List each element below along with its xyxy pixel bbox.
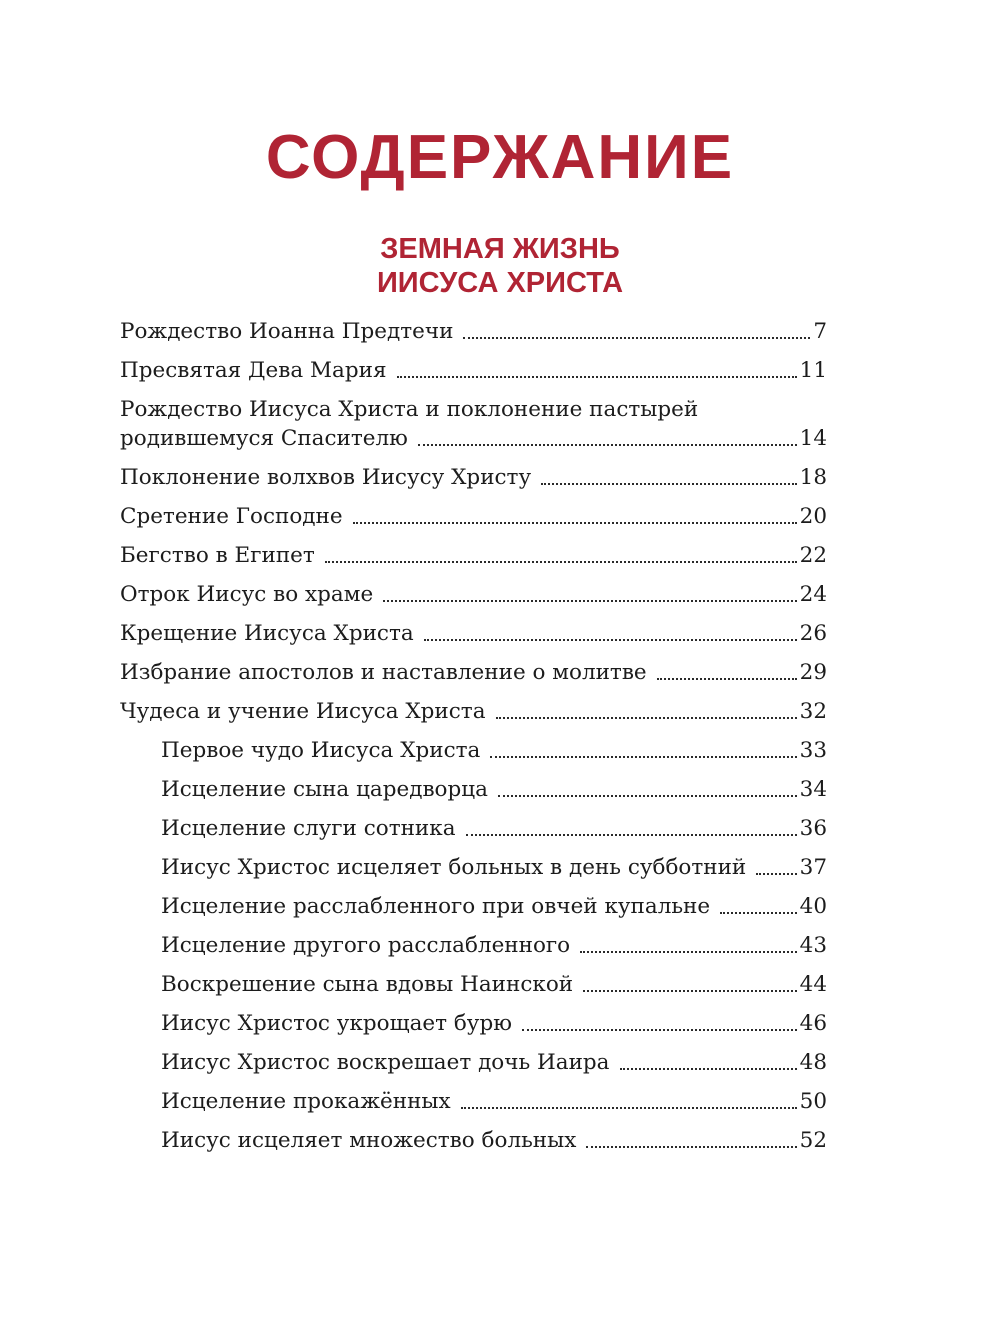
- toc-entry[interactable]: [120, 531, 827, 570]
- toc-entry[interactable]: [120, 492, 827, 531]
- toc-entry[interactable]: [120, 687, 827, 726]
- dot-leader: [353, 522, 797, 524]
- toc-entry-title: Крещение Иисуса Христа: [120, 621, 414, 646]
- toc-subentry[interactable]: [120, 726, 827, 765]
- dot-leader: [620, 1068, 797, 1070]
- toc-entry-page: 29: [799, 660, 827, 685]
- dot-leader: [522, 1029, 797, 1031]
- toc-entry-page: 40: [799, 894, 827, 919]
- toc-entry-title: Исцеление другого расслабленного: [161, 933, 571, 958]
- dot-leader: [325, 561, 797, 563]
- dot-leader: [424, 639, 797, 641]
- toc-entry-page: 44: [799, 972, 827, 997]
- toc-entry-page: 7: [813, 319, 827, 344]
- page-title: СОДЕРЖАНИЕ: [265, 123, 735, 192]
- toc-subentry[interactable]: [120, 1038, 827, 1077]
- toc-entry[interactable]: [120, 609, 827, 648]
- section-title-line-2: ИИСУСА ХРИСТА: [376, 267, 624, 299]
- section-title: [0, 232, 1000, 300]
- toc-entry-page: 48: [799, 1050, 827, 1075]
- toc-entry[interactable]: [120, 385, 827, 453]
- dot-leader: [541, 483, 797, 485]
- toc-subentry[interactable]: [120, 1116, 827, 1155]
- dot-leader: [496, 717, 797, 719]
- toc-entry-page: 50: [799, 1089, 827, 1114]
- toc-entry-page: 34: [799, 777, 827, 802]
- toc-entry[interactable]: [120, 570, 827, 609]
- dot-leader: [580, 951, 797, 953]
- toc-entry-title: Сретение Господне: [120, 504, 343, 529]
- toc-entry[interactable]: [120, 453, 827, 492]
- dot-leader: [583, 990, 797, 992]
- dot-leader: [418, 444, 797, 446]
- toc-entry-title: Отрок Иисус во храме: [120, 582, 374, 607]
- toc-entry[interactable]: [120, 648, 827, 687]
- toc-entry-title: Пресвятая Дева Мария: [120, 358, 387, 383]
- toc-subentry[interactable]: [120, 843, 827, 882]
- toc-entry-page: 18: [799, 465, 827, 490]
- toc-entry-title: Рождество Иоанна Предтечи: [120, 319, 454, 344]
- toc-entry-title: Исцеление слуги сотника: [161, 816, 456, 841]
- dot-leader: [466, 834, 797, 836]
- dot-leader: [498, 795, 797, 797]
- toc-entry-page: 36: [799, 816, 827, 841]
- toc-subentry[interactable]: [120, 765, 827, 804]
- toc-subentry[interactable]: [120, 882, 827, 921]
- toc-entry-title: Исцеление сына царедворца: [161, 777, 488, 802]
- toc-entry-title: Иисус Христос укрощает бурю: [161, 1011, 512, 1036]
- toc-entry-page: 52: [799, 1128, 827, 1153]
- toc-entry-title: Первое чудо Иисуса Христа: [161, 738, 481, 763]
- dot-leader: [397, 376, 797, 378]
- toc-entry-page: 11: [799, 358, 827, 383]
- toc-entry-page: 20: [799, 504, 827, 529]
- toc-subentry[interactable]: [120, 1077, 827, 1116]
- toc-entry-page: 43: [799, 933, 827, 958]
- table-of-contents: [120, 307, 827, 1155]
- toc-entry-title: родившемуся Спасителю: [120, 426, 408, 451]
- toc-entry-title: Исцеление расслабленного при овчей купальне: [161, 894, 711, 919]
- toc-subentry[interactable]: [120, 960, 827, 999]
- dot-leader: [490, 756, 796, 758]
- dot-leader: [756, 873, 796, 875]
- toc-entry-title: Иисус Христос воскрешает дочь Иаира: [161, 1050, 610, 1075]
- toc-entry-title: Бегство в Египет: [120, 543, 315, 568]
- toc-entry-title: Поклонение волхвов Иисусу Христу: [120, 465, 532, 490]
- toc-entry-title: Воскрешение сына вдовы Наинской: [161, 972, 574, 997]
- toc-entry-page: 33: [799, 738, 827, 763]
- toc-entry-title: Избрание апостолов и наставление о молитве: [120, 660, 647, 685]
- dot-leader: [383, 600, 796, 602]
- toc-entry-title: Иисус исцеляет множество больных: [161, 1128, 577, 1153]
- toc-entry-page: 22: [799, 543, 827, 568]
- toc-entry-title: Исцеление прокажённых: [161, 1089, 451, 1114]
- toc-subentry[interactable]: [120, 804, 827, 843]
- toc-entry-title-line-1: Рождество Иисуса Христа и поклонение пастырей: [120, 397, 699, 422]
- toc-subentry[interactable]: [120, 999, 827, 1038]
- toc-subentry[interactable]: [120, 921, 827, 960]
- toc-entry-page: 32: [799, 699, 827, 724]
- dot-leader: [461, 1107, 797, 1109]
- toc-entry-title: Чудеса и учение Иисуса Христа: [120, 699, 486, 724]
- dot-leader: [463, 337, 810, 339]
- toc-entry[interactable]: [120, 307, 827, 346]
- toc-entry-page: 46: [799, 1011, 827, 1036]
- toc-entry-page: 26: [799, 621, 827, 646]
- toc-entry-page: 14: [799, 426, 827, 451]
- toc-entry-page: 24: [799, 582, 827, 607]
- dot-leader: [586, 1146, 796, 1148]
- toc-entry-title: Иисус Христос исцеляет больных в день субботний: [161, 855, 747, 880]
- section-title-line-1: ЗЕМНАЯ ЖИЗНЬ: [380, 233, 620, 265]
- dot-leader: [720, 912, 797, 914]
- dot-leader: [657, 678, 797, 680]
- toc-entry-page: 37: [799, 855, 827, 880]
- toc-entry[interactable]: [120, 346, 827, 385]
